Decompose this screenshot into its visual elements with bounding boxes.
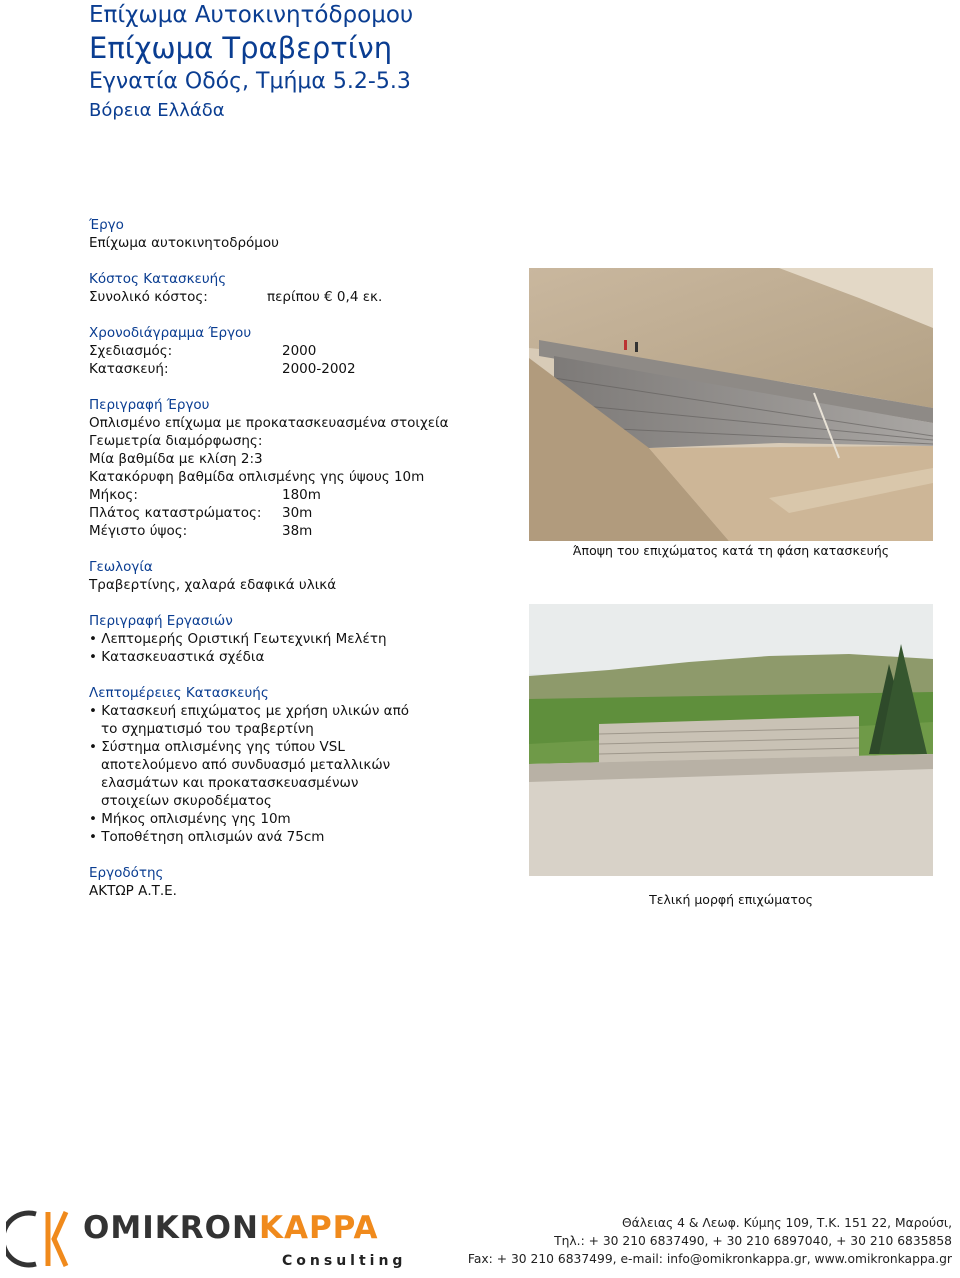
description-line: Γεωμετρία διαμόρφωσης: [89, 433, 263, 449]
final-photo-image [529, 604, 933, 876]
list-item: • Κατασκευή επιχώματος με χρήση υλικών από το σχηματισμό του τραβερτίνη [89, 702, 419, 738]
header-line-2: Επίχωμα Τραβερτίνη [89, 31, 393, 65]
photo-caption-2: Τελική μορφή επιχώματος [649, 892, 813, 907]
cost-row [89, 288, 509, 306]
section-geology [89, 558, 509, 594]
width-label: Πλάτος καταστρώματος: [89, 505, 262, 521]
height-row [89, 522, 509, 540]
section-cost [89, 270, 509, 306]
list-item: • Κατασκευαστικά σχέδια [89, 648, 509, 666]
header-line-4: Βόρεια Ελλάδα [89, 100, 225, 121]
header-line-1: Επίχωμα Αυτοκινητόδρομου [89, 2, 414, 28]
length-value: 180m [282, 487, 321, 503]
logo-kappa: KAPPA [258, 1210, 379, 1246]
page-header [89, 0, 413, 125]
length-row [89, 486, 509, 504]
company-logo [83, 1210, 379, 1246]
section-project [89, 216, 509, 252]
description-line: Κατακόρυφη βαθμίδα οπλισμένης γης ύψους 10m [89, 469, 425, 485]
section-title: Περιγραφή Εργασιών [89, 613, 233, 629]
footer [0, 1196, 960, 1278]
list-item: • Τοποθέτηση οπλισμών ανά 75cm [89, 828, 419, 846]
section-title: Χρονοδιάγραμμα Έργου [89, 325, 252, 341]
photo-caption-1: Άποψη του επιχώματος κατά τη φάση κατασκευής [572, 543, 890, 558]
description-line: Μία βαθμίδα με κλίση 2:3 [89, 451, 263, 467]
construction-label: Κατασκευή: [89, 361, 169, 377]
project-text: Επίχωμα αυτοκινητοδρόμου [89, 235, 279, 251]
header-line-3: Εγνατία Οδός, Τμήμα 5.2-5.3 [89, 69, 411, 94]
section-construction-details [89, 684, 419, 846]
company-address [468, 1214, 952, 1268]
length-label: Μήκος: [89, 487, 138, 503]
design-row [89, 342, 509, 360]
width-value: 30m [282, 505, 313, 521]
phone-line: Τηλ.: + 30 210 6837490, + 30 210 6897040, + 30 210 6835858 [554, 1234, 952, 1248]
section-title: Κόστος Κατασκευής [89, 271, 227, 287]
construction-photo-image [529, 268, 933, 541]
height-label: Μέγιστο ύψος: [89, 523, 188, 539]
cost-label: Συνολικό κόστος: [89, 289, 208, 305]
logo-subtitle: Consulting [282, 1253, 407, 1269]
section-schedule [89, 324, 509, 378]
list-item: • Σύστημα οπλισμένης γης τύπου VSL αποτελούμενο από συνδυασμό μεταλλικών ελασμάτων και προκατασκευασμένων στοιχείων σκυροδέματος [89, 738, 419, 810]
width-row [89, 504, 509, 522]
section-title: Εργοδότης [89, 865, 164, 881]
description-line: Οπλισμένο επίχωμα με προκατασκευασμένα στοιχεία [89, 415, 449, 431]
section-description [89, 396, 509, 540]
section-title: Έργο [89, 217, 124, 233]
section-title: Περιγραφή Έργου [89, 397, 210, 413]
construction-value: 2000-2002 [282, 361, 356, 377]
company-logo-icon [6, 1206, 86, 1276]
list-item: • Μήκος οπλισμένης γης 10m [89, 810, 419, 828]
address-line: Θάλειας 4 & Λεωφ. Κύμης 109, Τ.Κ. 151 22, Μαρούσι, [622, 1216, 952, 1230]
section-title: Λεπτομέρειες Κατασκευής [89, 685, 269, 701]
logo-omikron: OMIKRON [83, 1210, 259, 1246]
section-works [89, 612, 509, 666]
project-details [89, 216, 509, 918]
list-item: • Λεπτομερής Οριστική Γεωτεχνική Μελέτη [89, 630, 509, 648]
section-title: Γεωλογία [89, 559, 153, 575]
final-photo [529, 604, 933, 876]
construction-photo [529, 268, 933, 541]
height-value: 38m [282, 523, 313, 539]
cost-value: περίπου € 0,4 εκ. [267, 289, 383, 305]
fax-email-line: Fax: + 30 210 6837499, e-mail: info@omikronkappa.gr, www.omikronkappa.gr [467, 1252, 952, 1266]
design-value: 2000 [282, 343, 317, 359]
client-text: ΑΚΤΩΡ Α.Τ.Ε. [89, 883, 177, 899]
geology-text: Τραβερτίνης, χαλαρά εδαφικά υλικά [89, 577, 337, 593]
design-label: Σχεδιασμός: [89, 343, 173, 359]
construction-row [89, 360, 509, 378]
section-client [89, 864, 509, 900]
